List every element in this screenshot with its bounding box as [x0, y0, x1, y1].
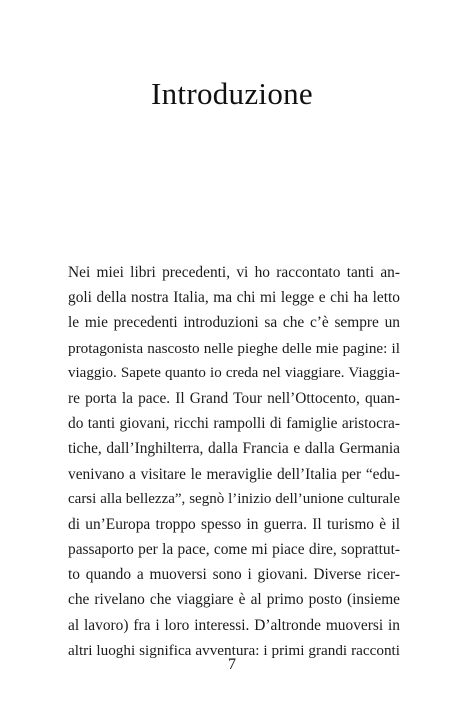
- text-line: al lavoro) fra i loro interessi. D’altronde muoversi in: [68, 616, 400, 634]
- page-number: 7: [228, 656, 236, 673]
- text-line: re porta la pace. Il Grand Tour nell’Ottocento, quan-: [68, 389, 400, 407]
- text-line: che rivelano che viaggiare è al primo posto (insieme: [68, 591, 400, 609]
- text-line: to quando a muoversi sono i giovani. Diverse ricer-: [68, 566, 400, 584]
- text-line: venivano a visitare le meraviglie dell’Italia per “edu-: [68, 465, 400, 483]
- text-line: tiche, dall’Inghilterra, dalla Francia e dalla Germania: [68, 440, 400, 458]
- text-line: do tanti giovani, ricchi rampolli di famiglie aristocra-: [68, 415, 400, 433]
- text-line: di un’Europa troppo spesso in guerra. Il turismo è il: [68, 515, 400, 533]
- text-line: Nei miei libri precedenti, vi ho raccontato tanti an-: [68, 264, 400, 281]
- text-line: passaporto per la pace, come mi piace dire, soprattut-: [68, 541, 400, 559]
- text-line: protagonista nascosto nelle pieghe delle mie pagine: il: [68, 339, 400, 357]
- body-paragraph: [68, 260, 400, 663]
- text-line: viaggio. Sapete quanto io creda nel viaggiare. Viaggia-: [68, 364, 400, 381]
- text-line: carsi alla bellezza”, segnò l’inizio dell’unione culturale: [68, 490, 400, 507]
- text-line: goli della nostra Italia, ma chi mi legge e chi ha letto: [68, 289, 400, 307]
- text-line: altri luoghi significa avventura: i primi grandi racconti: [68, 641, 400, 659]
- chapter-title: Introduzione: [151, 76, 313, 111]
- text-line: le mie precedenti introduzioni sa che c’è sempre un: [68, 314, 400, 332]
